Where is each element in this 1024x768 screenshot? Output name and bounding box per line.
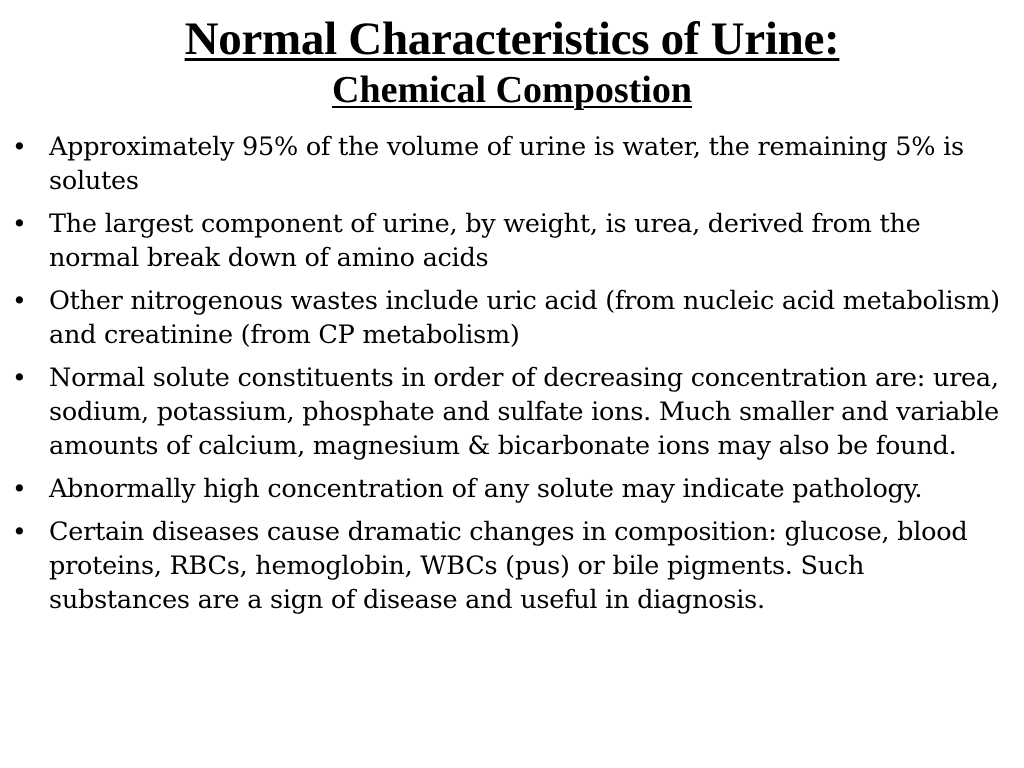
bullet-text: Approximately 95% of the volume of urine is water, the remaining 5% is solutes	[49, 132, 964, 196]
bullet-text: Normal solute constituents in order of decreasing concentration are: urea, sodium, potassium, phosphate and sulfate ions. Much smaller and variable amounts of calcium, magnesium & bicarbonate ions may also be found.	[49, 363, 999, 461]
bullet-item-5	[12, 472, 1012, 506]
bullet-item-6	[12, 515, 1012, 617]
bullet-text: Certain diseases cause dramatic changes in composition: glucose, blood proteins, RBCs, hemoglobin, WBCs (pus) or bile pigments. Such substances are a sign of disease and useful in diagnosis.	[49, 517, 968, 615]
bullet-icon: •	[12, 474, 27, 503]
bullet-item-4	[12, 361, 1012, 463]
bullet-icon: •	[12, 286, 27, 315]
slide-title: Normal Characteristics of Urine:	[184, 13, 840, 65]
bullet-icon: •	[12, 363, 27, 392]
bullet-item-2	[12, 207, 1012, 275]
bullet-text: Other nitrogenous wastes include uric acid (from nucleic acid metabolism) and creatinine (from CP metabolism)	[49, 286, 1000, 350]
bullet-icon: •	[12, 132, 27, 161]
slide-subtitle: Chemical Compostion	[332, 69, 692, 111]
bullet-text: The largest component of urine, by weight, is urea, derived from the normal break down of amino acids	[49, 209, 921, 273]
bullet-item-1	[12, 130, 1012, 198]
bullet-item-3	[12, 284, 1012, 352]
title-block	[0, 12, 1024, 114]
bullet-icon: •	[12, 517, 27, 546]
bullet-icon: •	[12, 209, 27, 238]
bullet-text: Abnormally high concentration of any solute may indicate pathology.	[49, 474, 923, 504]
bullet-list	[12, 130, 1012, 626]
